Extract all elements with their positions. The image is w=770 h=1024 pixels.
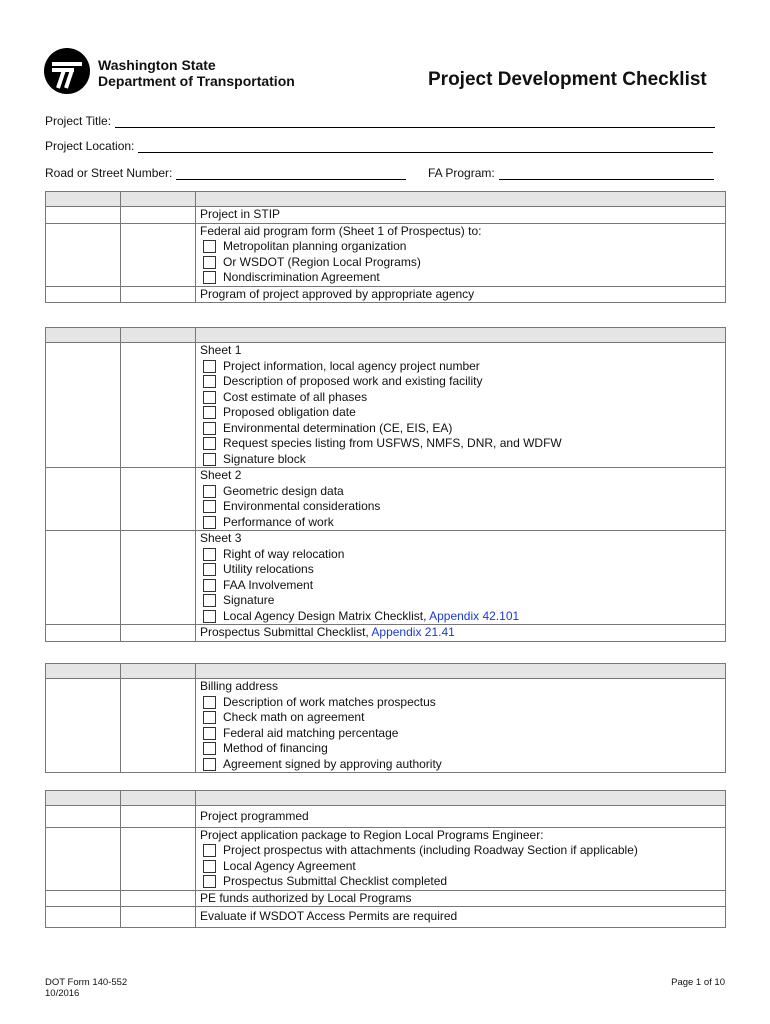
fa-program-input[interactable] [499,167,714,180]
initials-cell[interactable] [121,806,196,828]
item-label [223,609,519,625]
item-label: Agreement signed by approving authority [223,756,442,771]
checkbox[interactable] [203,360,216,373]
checkbox[interactable] [203,375,216,388]
date-cell[interactable] [46,625,121,642]
row-text: PE funds authorized by Local Programs [200,890,412,905]
checklist-section-4 [45,790,726,928]
table-row [46,223,726,286]
checkbox[interactable] [203,391,216,404]
checkbox[interactable] [203,594,216,607]
table-row [46,827,726,890]
item-label: Signature block [223,451,306,466]
item-label: Geometric design data [223,483,344,498]
checkbox[interactable] [203,406,216,419]
table-row [46,286,726,303]
item-label: FAA Involvement [223,577,314,592]
date-cell[interactable] [46,827,121,890]
checkbox[interactable] [203,240,216,253]
checkbox[interactable] [203,256,216,269]
item-label: Method of financing [223,741,328,755]
checklist-section-1 [45,191,726,303]
initials-cell[interactable] [121,907,196,928]
checkbox[interactable] [203,696,216,709]
page-title: Project Development Checklist [428,69,707,90]
row-text: Sheet 3 [200,531,242,545]
item-label: Local Agency Agreement [223,858,356,873]
form-number: DOT Form 140-552 [45,977,128,988]
appendix-21-41-link[interactable]: Appendix 21.41 [371,625,455,639]
item-label: Or WSDOT (Region Local Programs) [223,254,421,269]
checkbox[interactable] [203,271,216,284]
checkbox[interactable] [203,875,216,888]
agency-name [98,57,295,89]
item-label: Description of work matches prospectus [223,694,436,709]
checkbox[interactable] [203,548,216,561]
project-title-input[interactable] [115,115,715,128]
checkbox[interactable] [203,579,216,592]
initials-cell[interactable] [121,890,196,907]
initials-cell[interactable] [121,531,196,625]
row-text: Evaluate if WSDOT Access Permits are required [200,909,458,923]
checkbox[interactable] [203,742,216,755]
row-text: Project programmed [200,809,309,823]
item-label: Cost estimate of all phases [223,389,368,404]
row-text: Sheet 2 [200,468,242,482]
checkbox[interactable] [203,844,216,857]
checkbox[interactable] [203,563,216,576]
checkbox[interactable] [203,516,216,529]
road-number-label: Road or Street Number: [45,166,173,180]
checkbox[interactable] [203,610,216,623]
item-label: Environmental considerations [223,499,381,513]
project-location-field[interactable] [45,139,713,153]
item-label: Performance of work [223,514,334,529]
checkbox[interactable] [203,453,216,466]
row-text: Prospectus Submittal Checklist, [200,625,372,639]
checklist-section-2 [45,327,726,642]
table-row [46,890,726,907]
initials-cell[interactable] [121,468,196,531]
form-info [45,977,127,999]
item-label: Right of way relocation [223,546,345,561]
row-text: Program of project approved by appropriate agency [200,286,475,301]
row-text: Billing address [200,679,279,693]
date-cell[interactable] [46,806,121,828]
date-cell[interactable] [46,679,121,773]
item-text: Local Agency Design Matrix Checklist, [223,608,430,623]
checkbox[interactable] [203,727,216,740]
initials-cell[interactable] [121,286,196,303]
appendix-42-101-link[interactable]: Appendix 42.101 [429,608,520,623]
project-title-label: Project Title: [45,114,112,128]
item-label: Utility relocations [223,562,314,576]
item-label: Project prospectus with attachments (including Roadway Section if applicable) [223,843,638,857]
item-label: Project information, local agency project number [223,358,480,373]
row-text: Project application package to Region Local Programs Engineer: [200,827,544,842]
date-cell[interactable] [46,890,121,907]
row-text: Federal aid program form (Sheet 1 of Prospectus) to: [200,223,482,238]
initials-cell[interactable] [121,207,196,224]
date-cell[interactable] [46,907,121,928]
fa-program-field[interactable] [428,166,714,180]
table-row [46,531,726,625]
checkbox[interactable] [203,860,216,873]
item-label: Proposed obligation date [223,405,356,419]
item-label: Federal aid matching percentage [223,725,399,740]
item-label: Signature [223,593,275,607]
agency-name-line1: Washington State [98,57,216,73]
checkbox[interactable] [203,422,216,435]
row-text: Sheet 1 [200,343,242,357]
item-label: Metropolitan planning organization [223,239,407,253]
initials-cell[interactable] [121,679,196,773]
item-label: Environmental determination (CE, EIS, EA) [223,420,453,435]
date-cell[interactable] [46,468,121,531]
date-cell[interactable] [46,343,121,468]
date-cell[interactable] [46,286,121,303]
table-row [46,625,726,642]
initials-cell[interactable] [121,223,196,286]
wsdot-logo-icon [44,48,90,94]
item-label: Nondiscrimination Agreement [223,270,380,284]
checkbox[interactable] [203,500,216,513]
date-cell[interactable] [46,207,121,224]
fa-program-label: FA Program: [428,166,495,180]
initials-cell[interactable] [121,343,196,468]
checkbox[interactable] [203,485,216,498]
project-title-field[interactable] [45,114,715,128]
checkbox[interactable] [203,711,216,724]
form-date: 10/2016 [45,988,80,999]
item-label: Description of proposed work and existing facility [223,374,483,388]
row-text: Project in STIP [200,207,281,221]
item-label: Prospectus Submittal Checklist completed [223,874,448,888]
checklist-section-3 [45,663,726,773]
road-number-input[interactable] [176,167,406,180]
initials-cell[interactable] [121,827,196,890]
project-location-label: Project Location: [45,139,135,153]
checkbox[interactable] [203,758,216,771]
table-row [46,679,726,773]
agency-name-line2: Department of Transportation [98,73,295,89]
checkbox[interactable] [203,437,216,450]
table-row [46,806,726,828]
road-number-field[interactable] [45,166,406,180]
table-row [46,907,726,928]
table-row [46,207,726,224]
table-row [46,343,726,468]
initials-cell[interactable] [121,625,196,642]
date-cell[interactable] [46,223,121,286]
project-location-input[interactable] [138,140,713,153]
item-label: Check math on agreement [223,710,365,724]
table-row [46,468,726,531]
item-label: Request species listing from USFWS, NMFS, DNR, and WDFW [223,436,562,450]
page-number: Page 1 of 10 [671,977,725,988]
date-cell[interactable] [46,531,121,625]
